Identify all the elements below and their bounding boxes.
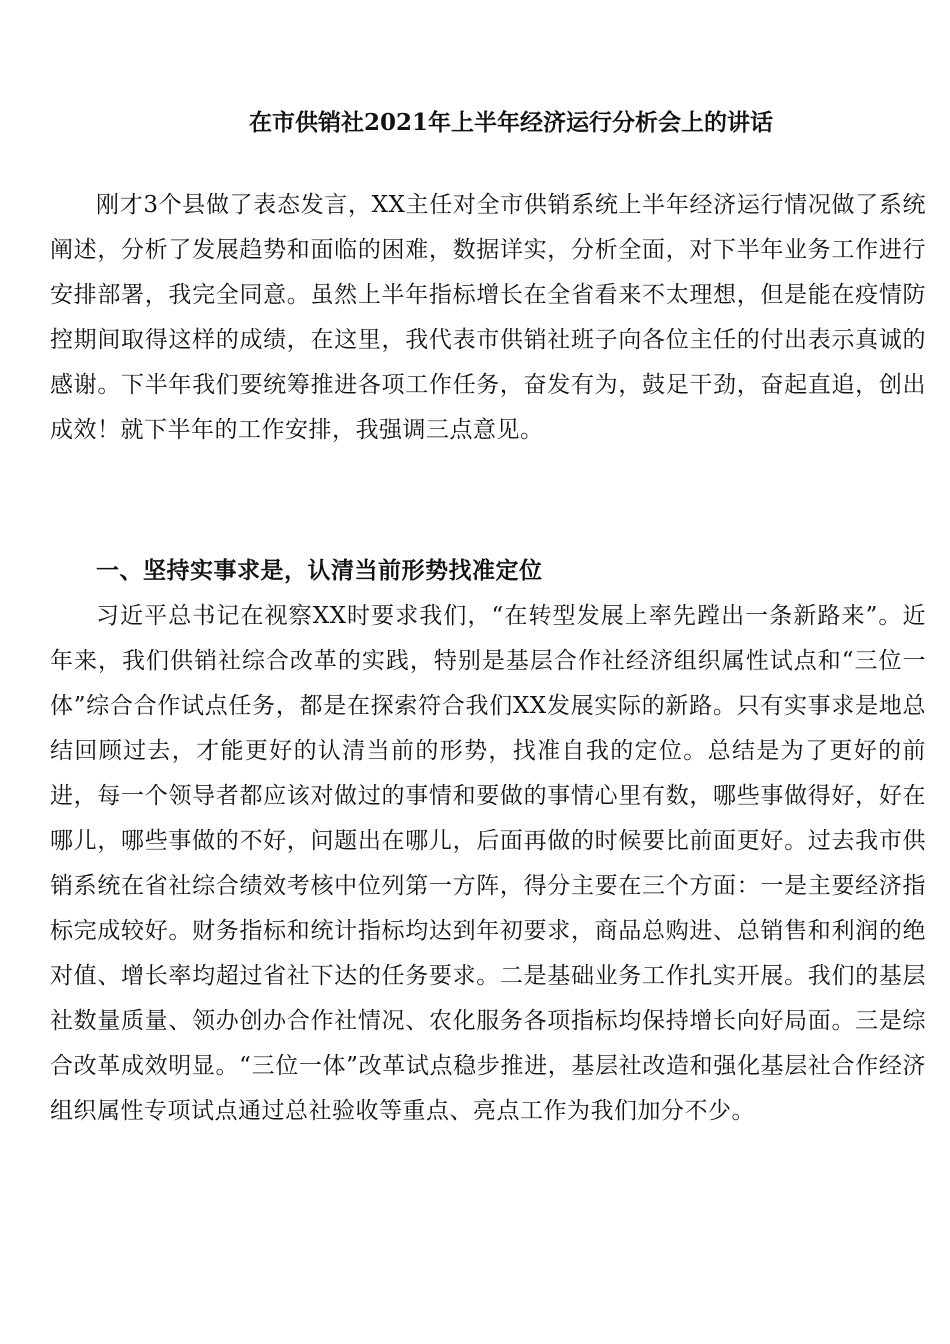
document-title: 在市供销社2021年上半年经济运行分析会上的讲话 <box>248 109 773 136</box>
paragraph-section-1: 习近平总书记在视察XX时要求我们，“在转型发展上率先蹚出一条新路来”。近年来，我们供销社综合改革的实践，特别是基层合作社经济组织属性试点和“三位一体”综合合作试点任务，都是在探索符合我们XX发展实际的新路。只有实事求是地总结回顾过去，才能更好的认清当前的形势，找准自我的定位。总结是为了更好的前进，每一个领导者都应该对做过的事情和要做的事情心里有数，哪些事做得好，好在哪儿，哪些事做的不好，问题出在哪儿，后面再做的时候要比前面更好。过去我市供销系统在省社综合绩效考核中位列第一方阵，得分主要在三个方面：一是主要经济指标完成较好。财务指标和统计指标均达到年初要求，商品总购进、总销售和利润的绝对值、增长率均超过省社下达的任务要求。二是基础业务工作扎实开展。我们的基层社数量质量、领办创办合作社情况、农化服务各项指标均保持增长向好局面。三是综合改革成效明显。“三位一体”改革试点稳步推进，基层社改造和强化基层社合作经济组织属性专项试点通过总社验收等重点、亮点工作为我们加分不少。 <box>50 603 926 1124</box>
section-heading-1: 一、坚持实事求是，认清当前形势找准定位 <box>96 557 543 584</box>
paragraph-opening: 刚才3个县做了表态发言，XX主任对全市供销系统上半年经济运行情况做了系统阐述，分析了发展趋势和面临的困难，数据详实，分析全面，对下半年业务工作进行安排部署，我完全同意。虽然上半年指标增长在全省看来不太理想，但是能在疫情防控期间取得这样的成绩，在这里，我代表市供销社班子向各位主任的付出表示真诚的感谢。下半年我们要统筹推进各项工作任务，奋发有为，鼓足干劲，奋起直追，创出成效！就下半年的工作安排，我强调三点意见。 <box>50 192 926 443</box>
